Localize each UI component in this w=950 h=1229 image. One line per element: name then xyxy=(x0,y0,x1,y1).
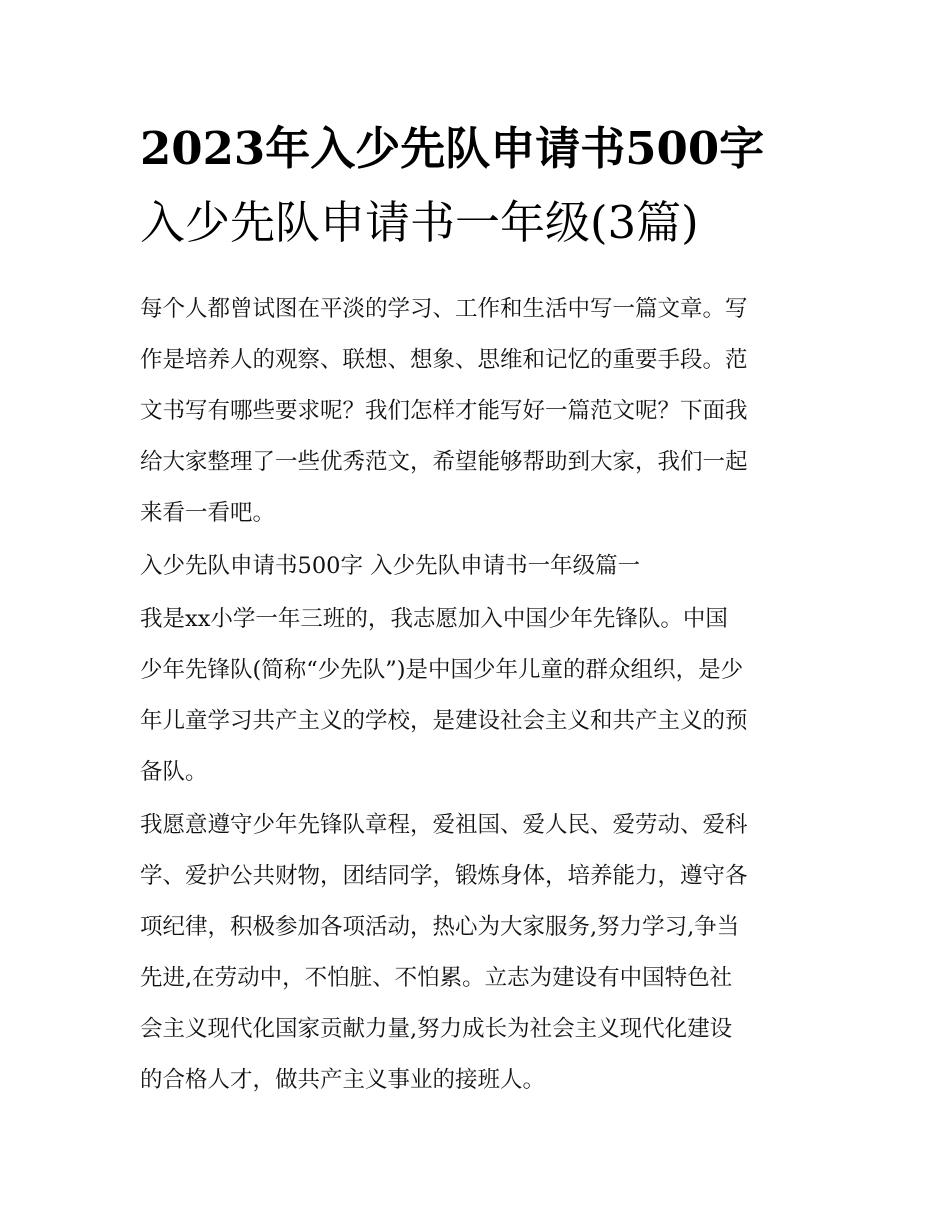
text-line: 年儿童学习共产主义的学校，是建设社会主义和共产主义的预 xyxy=(140,708,748,734)
body-paragraph-2 xyxy=(140,800,812,1106)
title-line-1: 2023年入少先队申请书500字 xyxy=(140,122,765,175)
text-line: 作是培养人的观察、联想、想象、思维和记忆的重要手段。范 xyxy=(140,347,748,373)
text-line: 学、爱护公共财物，团结同学，锻炼身体，培养能力，遵守各 xyxy=(140,863,748,889)
body-paragraph-1 xyxy=(140,594,812,798)
text-line: 入少先队申请书500字 入少先队申请书一年级篇一 xyxy=(140,553,641,579)
text-line: 备队。 xyxy=(140,759,208,785)
text-line: 我愿意遵守少年先锋队章程，爱祖国、爱人民、爱劳动、爱科 xyxy=(140,812,748,838)
text-line: 来看一看吧。 xyxy=(140,500,276,526)
intro-paragraph xyxy=(140,284,812,539)
text-line: 先进,在劳动中，不怕脏、不怕累。立志为建设有中国特色社 xyxy=(140,965,733,991)
section-heading xyxy=(140,541,812,592)
title-line-2: 入少先队申请书一年级(3篇) xyxy=(140,196,699,249)
text-line: 每个人都曾试图在平淡的学习、工作和生活中写一篇文章。写 xyxy=(140,296,748,322)
text-line: 文书写有哪些要求呢？我们怎样才能写好一篇范文呢？下面我 xyxy=(140,398,748,424)
document-title xyxy=(140,112,812,260)
text-line: 项纪律，积极参加各项活动，热心为大家服务,努力学习,争当 xyxy=(140,914,740,940)
text-line: 会主义现代化国家贡献力量,努力成长为社会主义现代化建设 xyxy=(140,1016,733,1042)
document-body xyxy=(140,284,812,1106)
text-line: 少年先锋队(简称“少先队”)是中国少年儿童的群众组织，是少 xyxy=(140,657,744,683)
text-line: 的合格人才，做共产主义事业的接班人。 xyxy=(140,1067,546,1093)
text-line: 我是xx小学一年三班的，我志愿加入中国少年先锋队。中国 xyxy=(140,606,728,632)
document-page xyxy=(140,112,812,1108)
text-line: 给大家整理了一些优秀范文，希望能够帮助到大家，我们一起 xyxy=(140,449,748,475)
